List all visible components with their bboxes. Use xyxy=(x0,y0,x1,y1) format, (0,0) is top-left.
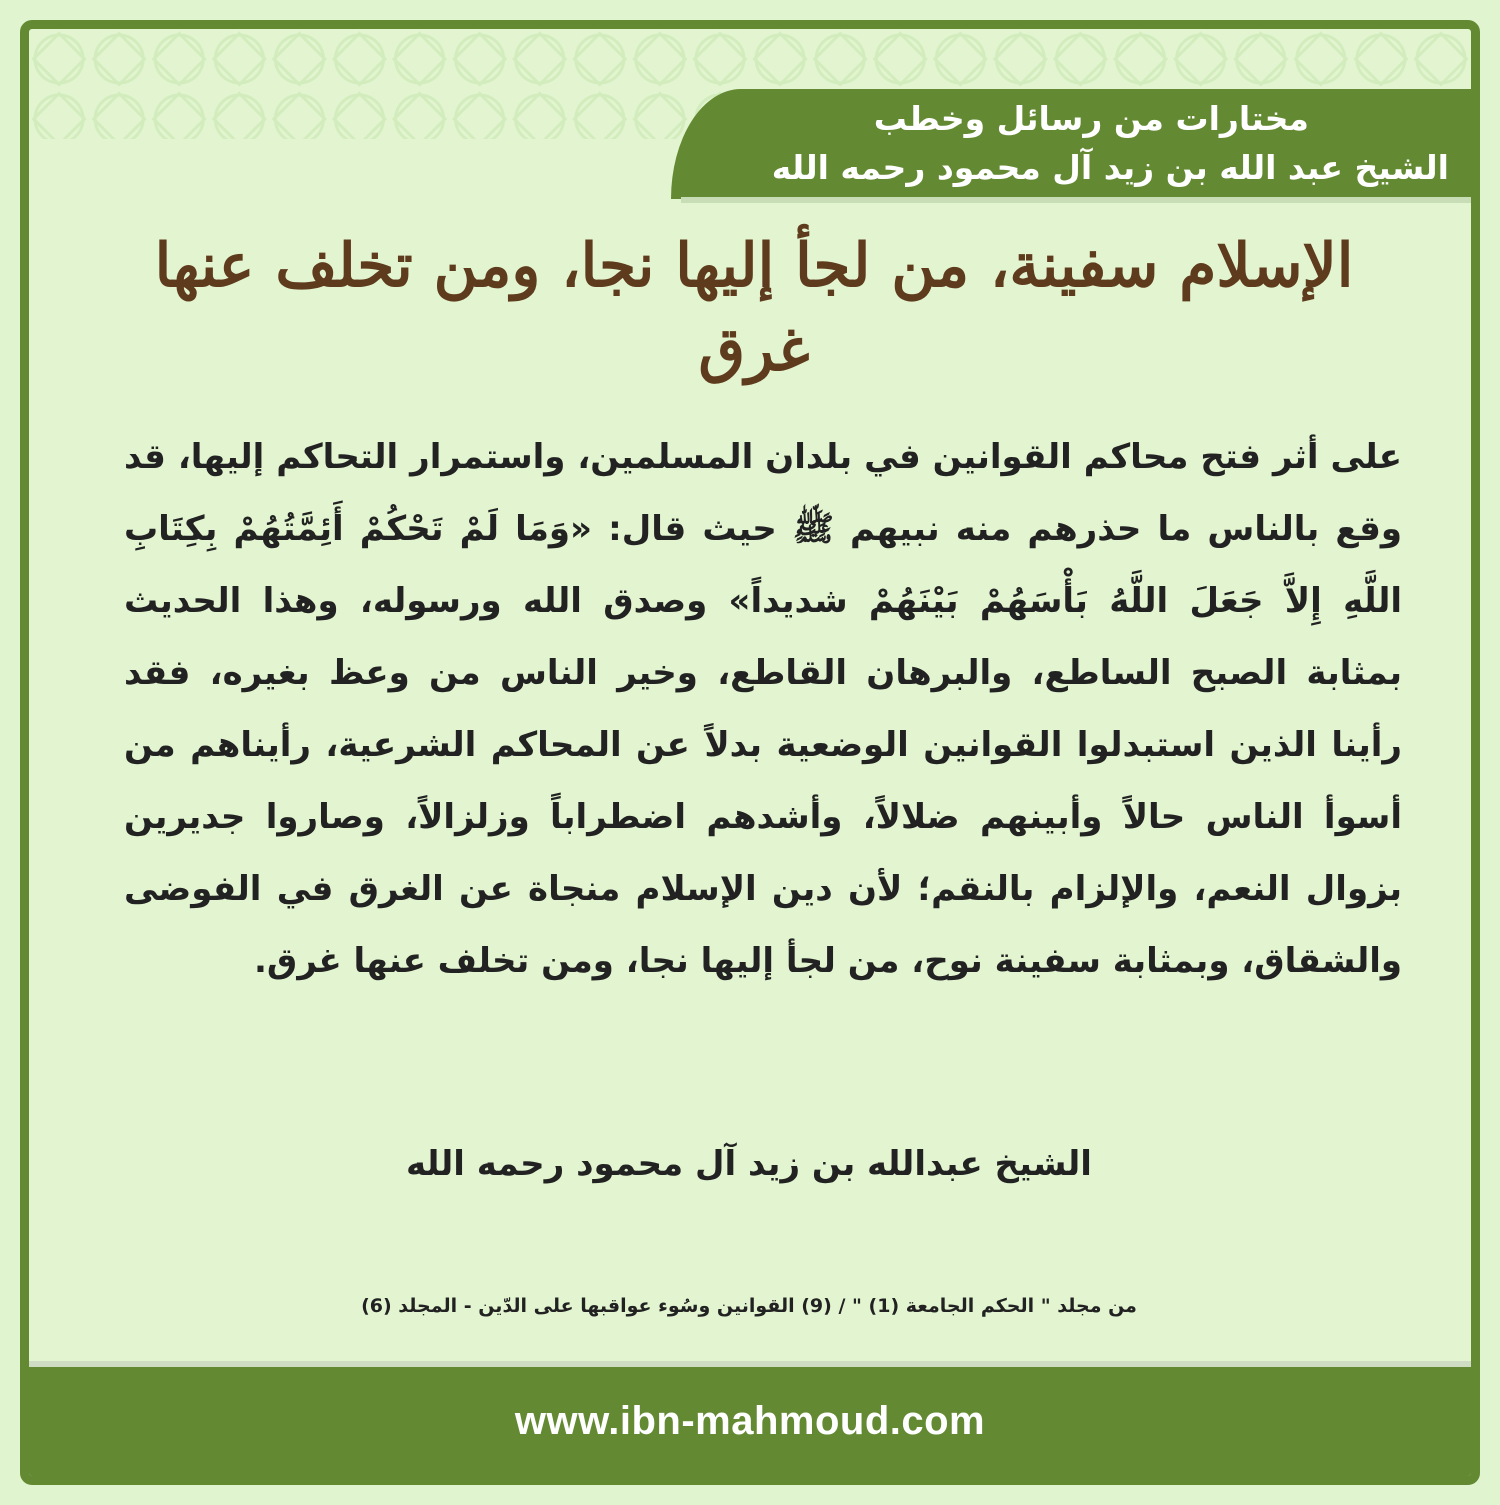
footer-bar xyxy=(29,1361,1471,1476)
source-citation: من مجلد " الحكم الجامعة (1) " / (9) القوانين وسُوء عواقبها على الدّين - المجلد (6) xyxy=(361,1295,1137,1317)
article-body: على أثر فتح محاكم القوانين في بلدان المسلمين، واستمرار التحاكم إليها، قد وقع بالناس ما حذرهم منه نبيهم ﷺ حيث قال: «وَمَا لَمْ تَحْكُمْ أَئِمَّتُهُمْ بِكِتَابِ اللَّهِ إِلاَّ جَعَلَ اللَّهُ بَأْسَهُمْ بَيْنَهُمْ شديداً» وصدق الله ورسوله، وهذا الحديث بمثابة الصبح الساطع، والبرهان القاطع، وخير الناس من وعظ بغيره، فقد رأينا الذين استبدلوا القوانين الوضعية بدلاً عن المحاكم الشرعية، رأيناهم من أسوأ الناس حالاً وأبينهم ضلالاً، وأشدهم اضطراباً وزلزالاً، وصاروا جديرين بزوال النعم، والإلزام بالنقم؛ لأن دين الإسلام منجاة عن الغرق في الفوضى والشقاق، وبمثابة سفينة نوح، من لجأ إليها نجا، ومن تخلف عنها غرق. xyxy=(124,437,1402,981)
page-title: الإسلام سفينة، من لجأ إليها نجا، ومن تخلف عنها غرق xyxy=(154,231,1354,385)
header-author: الشيخ عبد الله بن زيد آل محمود رحمه الله xyxy=(771,148,1449,187)
author-signature: الشيخ عبدالله بن زيد آل محمود رحمه الله xyxy=(406,1144,1092,1184)
header-shadow xyxy=(681,197,1471,203)
website-link[interactable]: www.ibn-mahmoud.com xyxy=(514,1399,986,1443)
header-banner xyxy=(671,89,1471,199)
page-frame xyxy=(20,20,1480,1485)
header-series-title: مختارات من رسائل وخطب xyxy=(873,99,1309,138)
